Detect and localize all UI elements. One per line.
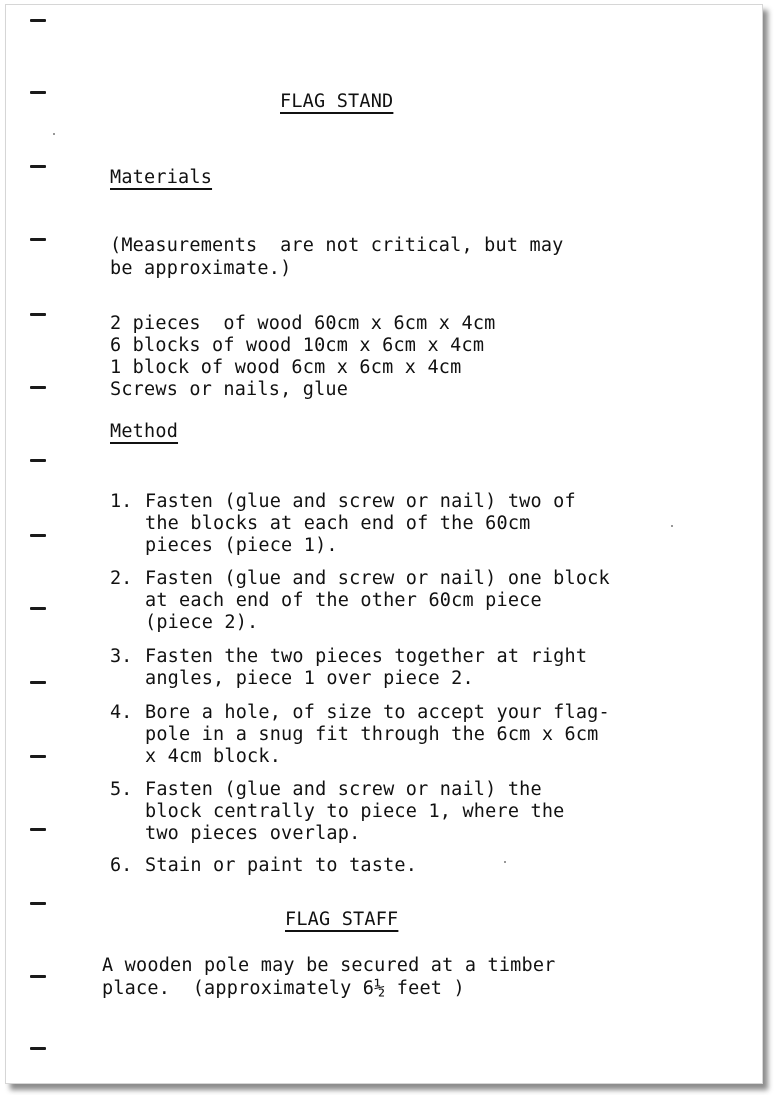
margin-mark: [30, 534, 46, 537]
margin-mark: [30, 238, 46, 241]
step-line: Fasten (glue and screw or nail) two of: [145, 491, 576, 512]
method-heading: Method: [110, 421, 179, 442]
paper-speck: [671, 525, 673, 527]
margin-mark: [30, 681, 46, 684]
material-item: 6 blocks of wood 10cm x 6cm x 4cm: [110, 335, 485, 356]
margin-mark: [30, 828, 46, 831]
flag-staff-heading: FLAG STAFF: [285, 909, 399, 930]
margin-mark: [30, 386, 46, 389]
step-line: Bore a hole, of size to accept your flag-: [145, 702, 610, 723]
step-line: Fasten the two pieces together at right: [145, 646, 588, 667]
paper-speck: [504, 861, 506, 863]
step-line: block centrally to piece 1, where the: [145, 801, 565, 822]
step-line: Stain or paint to taste.: [145, 855, 418, 876]
margin-mark: [30, 1047, 46, 1050]
paper-speck: [53, 133, 55, 135]
flag-staff-line: A wooden pole may be secured at a timber: [102, 955, 556, 976]
step-line: Fasten (glue and screw or nail) one block: [145, 568, 610, 589]
step-line: the blocks at each end of the 60cm: [145, 513, 531, 534]
step-line: angles, piece 1 over piece 2.: [145, 668, 474, 689]
material-item: Screws or nails, glue: [110, 379, 349, 400]
step-line: two pieces overlap.: [145, 823, 361, 844]
margin-mark: [30, 165, 46, 168]
margin-mark: [30, 755, 46, 758]
step-number: 3.: [110, 646, 133, 667]
margin-mark: [30, 19, 46, 22]
document-page: [5, 4, 763, 1084]
material-item: 1 block of wood 6cm x 6cm x 4cm: [110, 357, 462, 378]
step-number: 2.: [110, 568, 133, 589]
step-line: pole in a snug fit through the 6cm x 6cm: [145, 724, 599, 745]
margin-mark: [30, 91, 46, 94]
margin-mark: [30, 607, 46, 610]
materials-note-line: be approximate.): [110, 258, 292, 279]
step-line: at each end of the other 60cm piece: [145, 590, 542, 611]
material-item: 2 pieces of wood 60cm x 6cm x 4cm: [110, 313, 496, 334]
materials-note-line: (Measurements are not critical, but may: [110, 235, 564, 256]
step-number: 1.: [110, 491, 133, 512]
margin-mark: [30, 902, 46, 905]
step-line: x 4cm block.: [145, 746, 282, 767]
materials-heading: Materials: [110, 167, 213, 188]
step-line: Fasten (glue and screw or nail) the: [145, 779, 542, 800]
margin-mark: [30, 459, 46, 462]
margin-mark: [30, 313, 46, 316]
page-title: FLAG STAND: [280, 91, 394, 112]
flag-staff-line: place. (approximately 6½ feet ): [102, 978, 465, 999]
step-number: 5.: [110, 779, 133, 800]
margin-mark: [30, 975, 46, 978]
step-number: 4.: [110, 702, 133, 723]
step-number: 6.: [110, 855, 133, 876]
step-line: pieces (piece 1).: [145, 535, 338, 556]
step-line: (piece 2).: [145, 612, 259, 633]
